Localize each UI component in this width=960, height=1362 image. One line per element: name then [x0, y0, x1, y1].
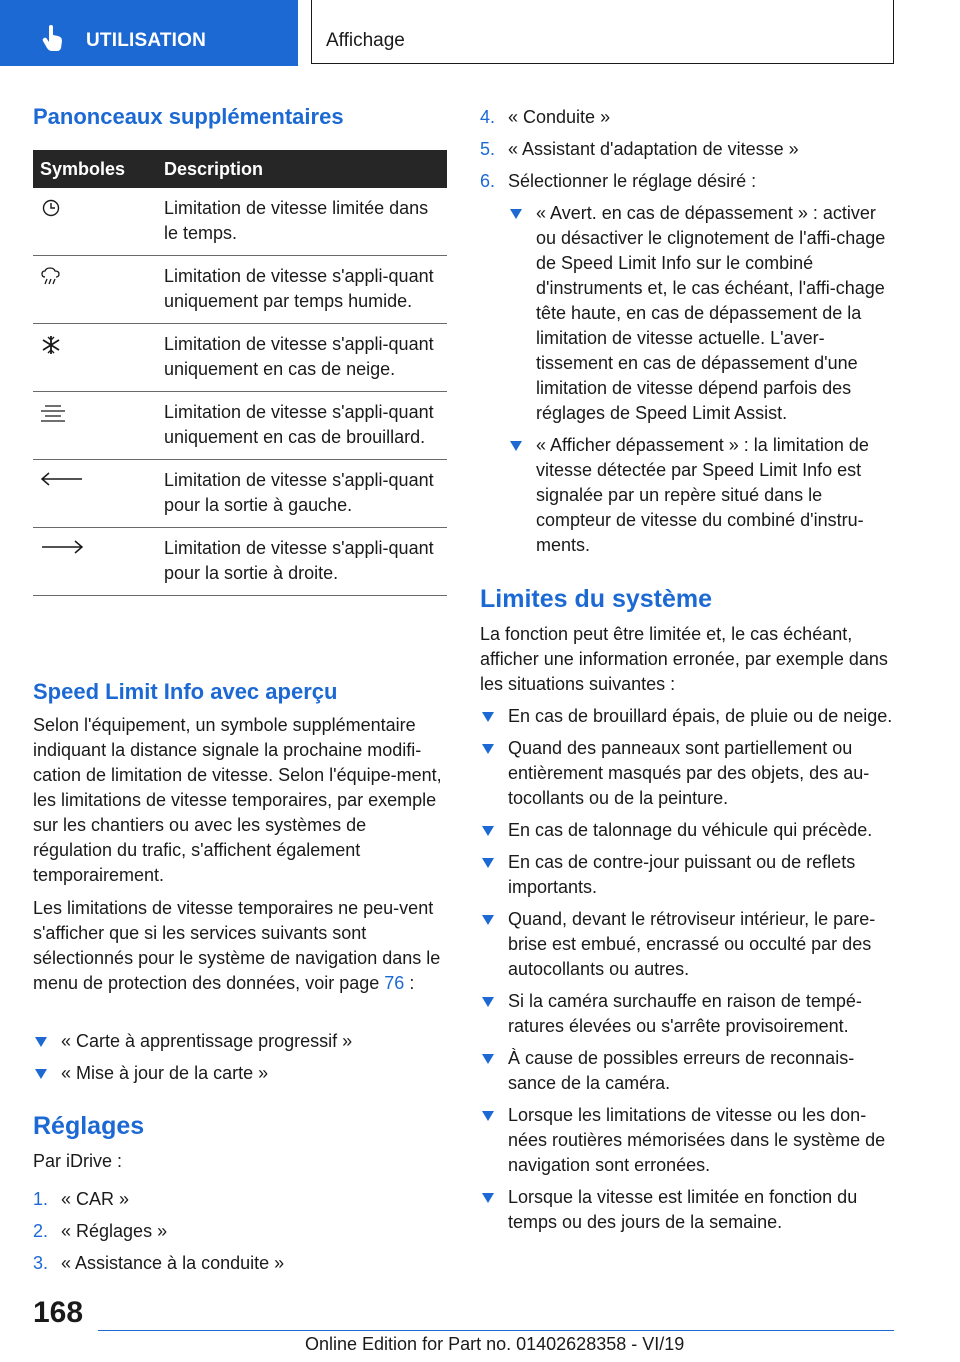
page-number: 168 — [33, 1296, 84, 1329]
settings-intro: Par iDrive : — [33, 1151, 123, 1171]
table-row — [33, 188, 447, 256]
bullet-triangle-icon — [482, 858, 494, 868]
settings-options-list — [508, 201, 898, 558]
bullet-triangle-icon — [482, 826, 494, 836]
preview-paragraph-2-text: Les limitations de vitesse temporaires ne peu-vent s'afficher que si les services suivants sont sélectionnés pour le système de navigation dans le menu de protection des données, voir page — [33, 898, 441, 993]
row-description: Limitation de vitesse limitée dans le temps. — [164, 188, 447, 256]
list-item: « Avert. en cas de dépassement » : activer ou désactiver le clignotement de l'affi-chage de Speed Limit Info sur le combiné d'instruments et, le cas échéant, l'affi-chage tête haute, en cas de dépassement de la limitation de vitesse actuelle. L'aver-tissement en cas de dépassement d'une limitation de vitesse dépend parfois des réglages de Speed Limit Assist. — [508, 201, 898, 426]
bullet-triangle-icon — [510, 441, 522, 451]
list-item: « Afficher dépassement » : la limitation de vitesse détectée par Speed Limit Info est signalée par un repère situé dans le compteur de vitesse du combiné d'instru-ments. — [508, 433, 898, 558]
column-header-symbols: Symboles — [33, 150, 164, 188]
rain-cloud-icon — [40, 267, 64, 287]
bullet-triangle-icon — [35, 1069, 47, 1079]
column-header-description: Description — [164, 150, 447, 188]
list-item: 5. « Assistant d'adaptation de vitesse » — [480, 139, 799, 159]
bullet-triangle-icon — [482, 712, 494, 722]
bullet-triangle-icon — [482, 997, 494, 1007]
page-link[interactable]: 76 — [384, 973, 405, 993]
table-row — [33, 392, 447, 460]
list-item: À cause de possibles erreurs de reconnais-sance de la caméra. — [480, 1046, 898, 1096]
table-row — [33, 460, 447, 528]
row-description: Limitation de vitesse s'appli-quant uniquement en cas de brouillard. — [164, 392, 447, 460]
table-row — [33, 256, 447, 324]
list-item: Si la caméra surchauffe en raison de tempé-ratures élevées ou s'arrête provisoirement. — [480, 989, 898, 1039]
heading-preview: Speed Limit Info avec aperçu — [33, 679, 338, 704]
snowflake-icon — [40, 335, 62, 355]
limits-list — [480, 704, 898, 1235]
heading-system-limits: Limites du système — [480, 585, 713, 613]
preview-paragraph-1: Selon l'équipement, un symbole supplémentaire indiquant la distance signale la prochaine modifi-cation de limitation de vitesse. Selon l'équipe-ment, les limitations de vitesse temporaires, par exemple sur les chantiers ou avec les systèmes de régulation du trafic, s'affichent également temporairement. — [33, 715, 442, 885]
services-list — [33, 1029, 447, 1086]
row-description: Limitation de vitesse s'appli-quant pour la sortie à gauche. — [164, 460, 447, 528]
chapter-box — [311, 0, 894, 64]
clock-icon — [40, 199, 62, 217]
section-title: UTILISATION — [86, 30, 207, 51]
section-tab — [0, 0, 298, 66]
limits-intro: La fonction peut être limitée et, le cas échéant, afficher une information erronée, par exemple dans les situations suivantes : — [480, 624, 888, 694]
list-item: 3. « Assistance à la conduite » — [33, 1253, 285, 1273]
arrow-left-icon — [40, 471, 84, 487]
footer-divider — [98, 1330, 894, 1331]
hand-pointer-icon — [40, 24, 68, 52]
page-header — [0, 0, 960, 66]
table-row — [33, 528, 447, 596]
row-description: Limitation de vitesse s'appli-quant uniquement par temps humide. — [164, 256, 447, 324]
bullet-triangle-icon — [482, 1193, 494, 1203]
list-item: En cas de contre-jour puissant ou de reflets importants. — [480, 850, 898, 900]
list-item: En cas de talonnage du véhicule qui précède. — [480, 818, 898, 843]
bullet-triangle-icon — [482, 915, 494, 925]
preview-paragraph-2 — [33, 896, 447, 996]
bullet-triangle-icon — [482, 744, 494, 754]
heading-supplementary-signs: Panonceaux supplémentaires — [33, 104, 344, 129]
chapter-title: Affichage — [326, 30, 405, 51]
list-item: « Mise à jour de la carte » — [33, 1061, 447, 1086]
arrow-right-icon — [40, 539, 84, 555]
symbols-table — [33, 150, 447, 596]
bullet-triangle-icon — [35, 1037, 47, 1047]
list-item: Quand des panneaux sont partiellement ou entièrement masqués par des objets, des au-tocollants ou de la peinture. — [480, 736, 898, 811]
bullet-triangle-icon — [482, 1054, 494, 1064]
fog-icon — [40, 403, 66, 423]
footer-edition: Online Edition for Part no. 01402628358 - VI/19 — [305, 1334, 685, 1354]
table-row — [33, 324, 447, 392]
list-item: Quand, devant le rétroviseur intérieur, le pare-brise est embué, encrassé ou occulté par des autocollants ou autres. — [480, 907, 898, 982]
bullet-triangle-icon — [482, 1111, 494, 1121]
settings-steps-right — [480, 105, 898, 194]
list-item: « Carte à apprentissage progressif » — [33, 1029, 447, 1054]
list-item: 1. « CAR » — [33, 1189, 130, 1209]
list-item: En cas de brouillard épais, de pluie ou de neige. — [480, 704, 898, 729]
list-item: Lorsque la vitesse est limitée en fonction du temps ou des jours de la semaine. — [480, 1185, 898, 1235]
settings-steps-left — [33, 1187, 447, 1276]
row-description: Limitation de vitesse s'appli-quant pour la sortie à droite. — [164, 528, 447, 596]
row-description: Limitation de vitesse s'appli-quant uniquement en cas de neige. — [164, 324, 447, 392]
heading-settings: Réglages — [33, 1112, 145, 1140]
table-header-row — [33, 150, 447, 188]
list-item: 4. « Conduite » — [480, 107, 611, 127]
preview-paragraph-2-end: : — [409, 973, 415, 993]
list-item: 2. « Réglages » — [33, 1221, 168, 1241]
list-item: 6. Sélectionner le réglage désiré : — [480, 171, 757, 191]
bullet-triangle-icon — [510, 209, 522, 219]
list-item: Lorsque les limitations de vitesse ou les don-nées routières mémorisées dans le système de navigation sont erronées. — [480, 1103, 898, 1178]
